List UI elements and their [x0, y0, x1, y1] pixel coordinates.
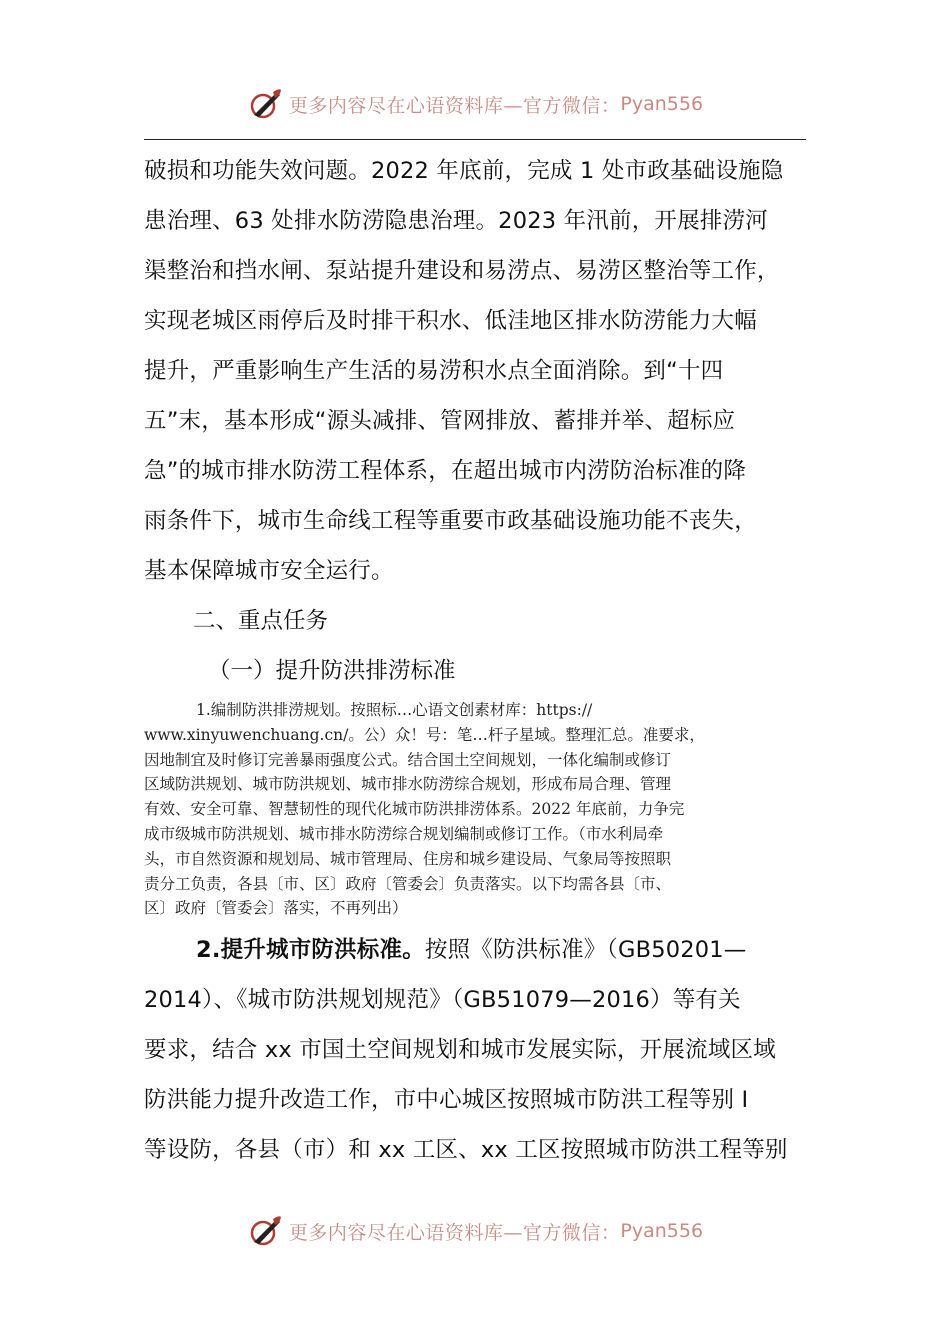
paragraph-flood-standard	[144, 925, 806, 1175]
text-line: 因地制宜及时修订完善暴雨强度公式。结合国土空间规划，一体化编制或修订	[144, 750, 672, 769]
text-line: 要求，结合 xx 市国土空间规划和城市发展实际，开展流域区域	[144, 1037, 776, 1064]
text-line: 实现老城区雨停后及时排干积水、低洼地区排水防涝能力大幅	[144, 308, 757, 334]
header-banner	[0, 84, 950, 124]
text-line: 区域防洪规划、城市防洪规划、城市排水防涝综合规划，形成布局合理、管理	[144, 775, 672, 794]
text-line: 责分工负责，各县〔市、区〕政府〔管委会〕负责落实。以下均需各县〔市、	[144, 874, 672, 893]
text-line: 有效、安全可靠、智慧韧性的现代化城市防洪排涝体系。2022 年底前，力争完	[144, 800, 685, 819]
text-line: 渠整治和挡水闸、泵站提升建设和易涝点、易涝区整治等工作，	[144, 258, 780, 284]
text-line: 1.编制防洪排涝规划。按照标…心语文创素材库：https://	[196, 701, 593, 719]
text-line: 基本保障城市安全运行。	[144, 558, 394, 584]
text-line: 雨条件下，城市生命线工程等重要市政基础设施功能不丧失，	[144, 508, 757, 534]
item-text: 按照《防洪标准》（GB50201—	[424, 937, 747, 964]
banner-text: 更多内容尽在心语资料库—官方微信：	[288, 94, 621, 117]
item-title: 2.提升城市防洪标准。	[196, 937, 425, 964]
text-line: 患治理、63 处排水防涝隐患治理。2023 年汛前，开展排涝河	[144, 208, 768, 234]
text-line: 2014）、《城市防洪规划规范》（GB51079—2016）等有关	[144, 987, 741, 1014]
banner-text: 更多内容尽在心语资料库—官方微信：	[288, 1221, 621, 1244]
text-line: 头，市自然资源和规划局、城市管理局、住房和城乡建设局、气象局等按照职	[144, 849, 672, 868]
text-line: 防洪能力提升改造工作，市中心城区按照城市防洪工程等别 I	[144, 1087, 749, 1114]
text-line: www.xinyuwenchuang.cn/。公）众！号：笔…杆子星域。整理汇总。准要求，	[144, 725, 705, 744]
header-divider	[144, 139, 806, 140]
text-line: 破损和功能失效问题。2022 年底前，完成 1 处市政基础设施隐	[144, 158, 784, 184]
text-line: 提升，严重影响生产生活的易涝积水点全面消除。到“十四	[144, 358, 724, 384]
subsection-heading: （一）提升防洪排涝标准	[208, 658, 456, 684]
text-line: 五”末，基本形成“源头减排、管网排放、蓄排并举、超标应	[144, 408, 736, 434]
text-line: 成市级城市防洪规划、城市排水防涝综合规划编制或修订工作。（市水利局牵	[144, 824, 664, 843]
text-line: 等设防，各县（市）和 xx 工区、xx 工区按照城市防洪工程等别	[144, 1137, 788, 1164]
text-line: 急”的城市排水防涝工程体系，在超出城市内涝防治标准的降	[144, 458, 747, 484]
text-line	[144, 925, 806, 975]
banner-wechat-id: Pyan556	[620, 1220, 704, 1242]
section-heading: 二、重点任务	[193, 608, 329, 634]
banner-wechat-id: Pyan556	[620, 93, 704, 115]
footer-banner	[0, 1211, 950, 1251]
document-body	[144, 146, 806, 1175]
paragraph-planning	[144, 696, 806, 921]
quill-pen-icon	[247, 1213, 283, 1249]
text-line: 区〕政府〔管委会〕落实，不再列出）	[144, 899, 408, 918]
quill-pen-icon	[247, 86, 283, 122]
paragraph-goals	[144, 146, 806, 596]
